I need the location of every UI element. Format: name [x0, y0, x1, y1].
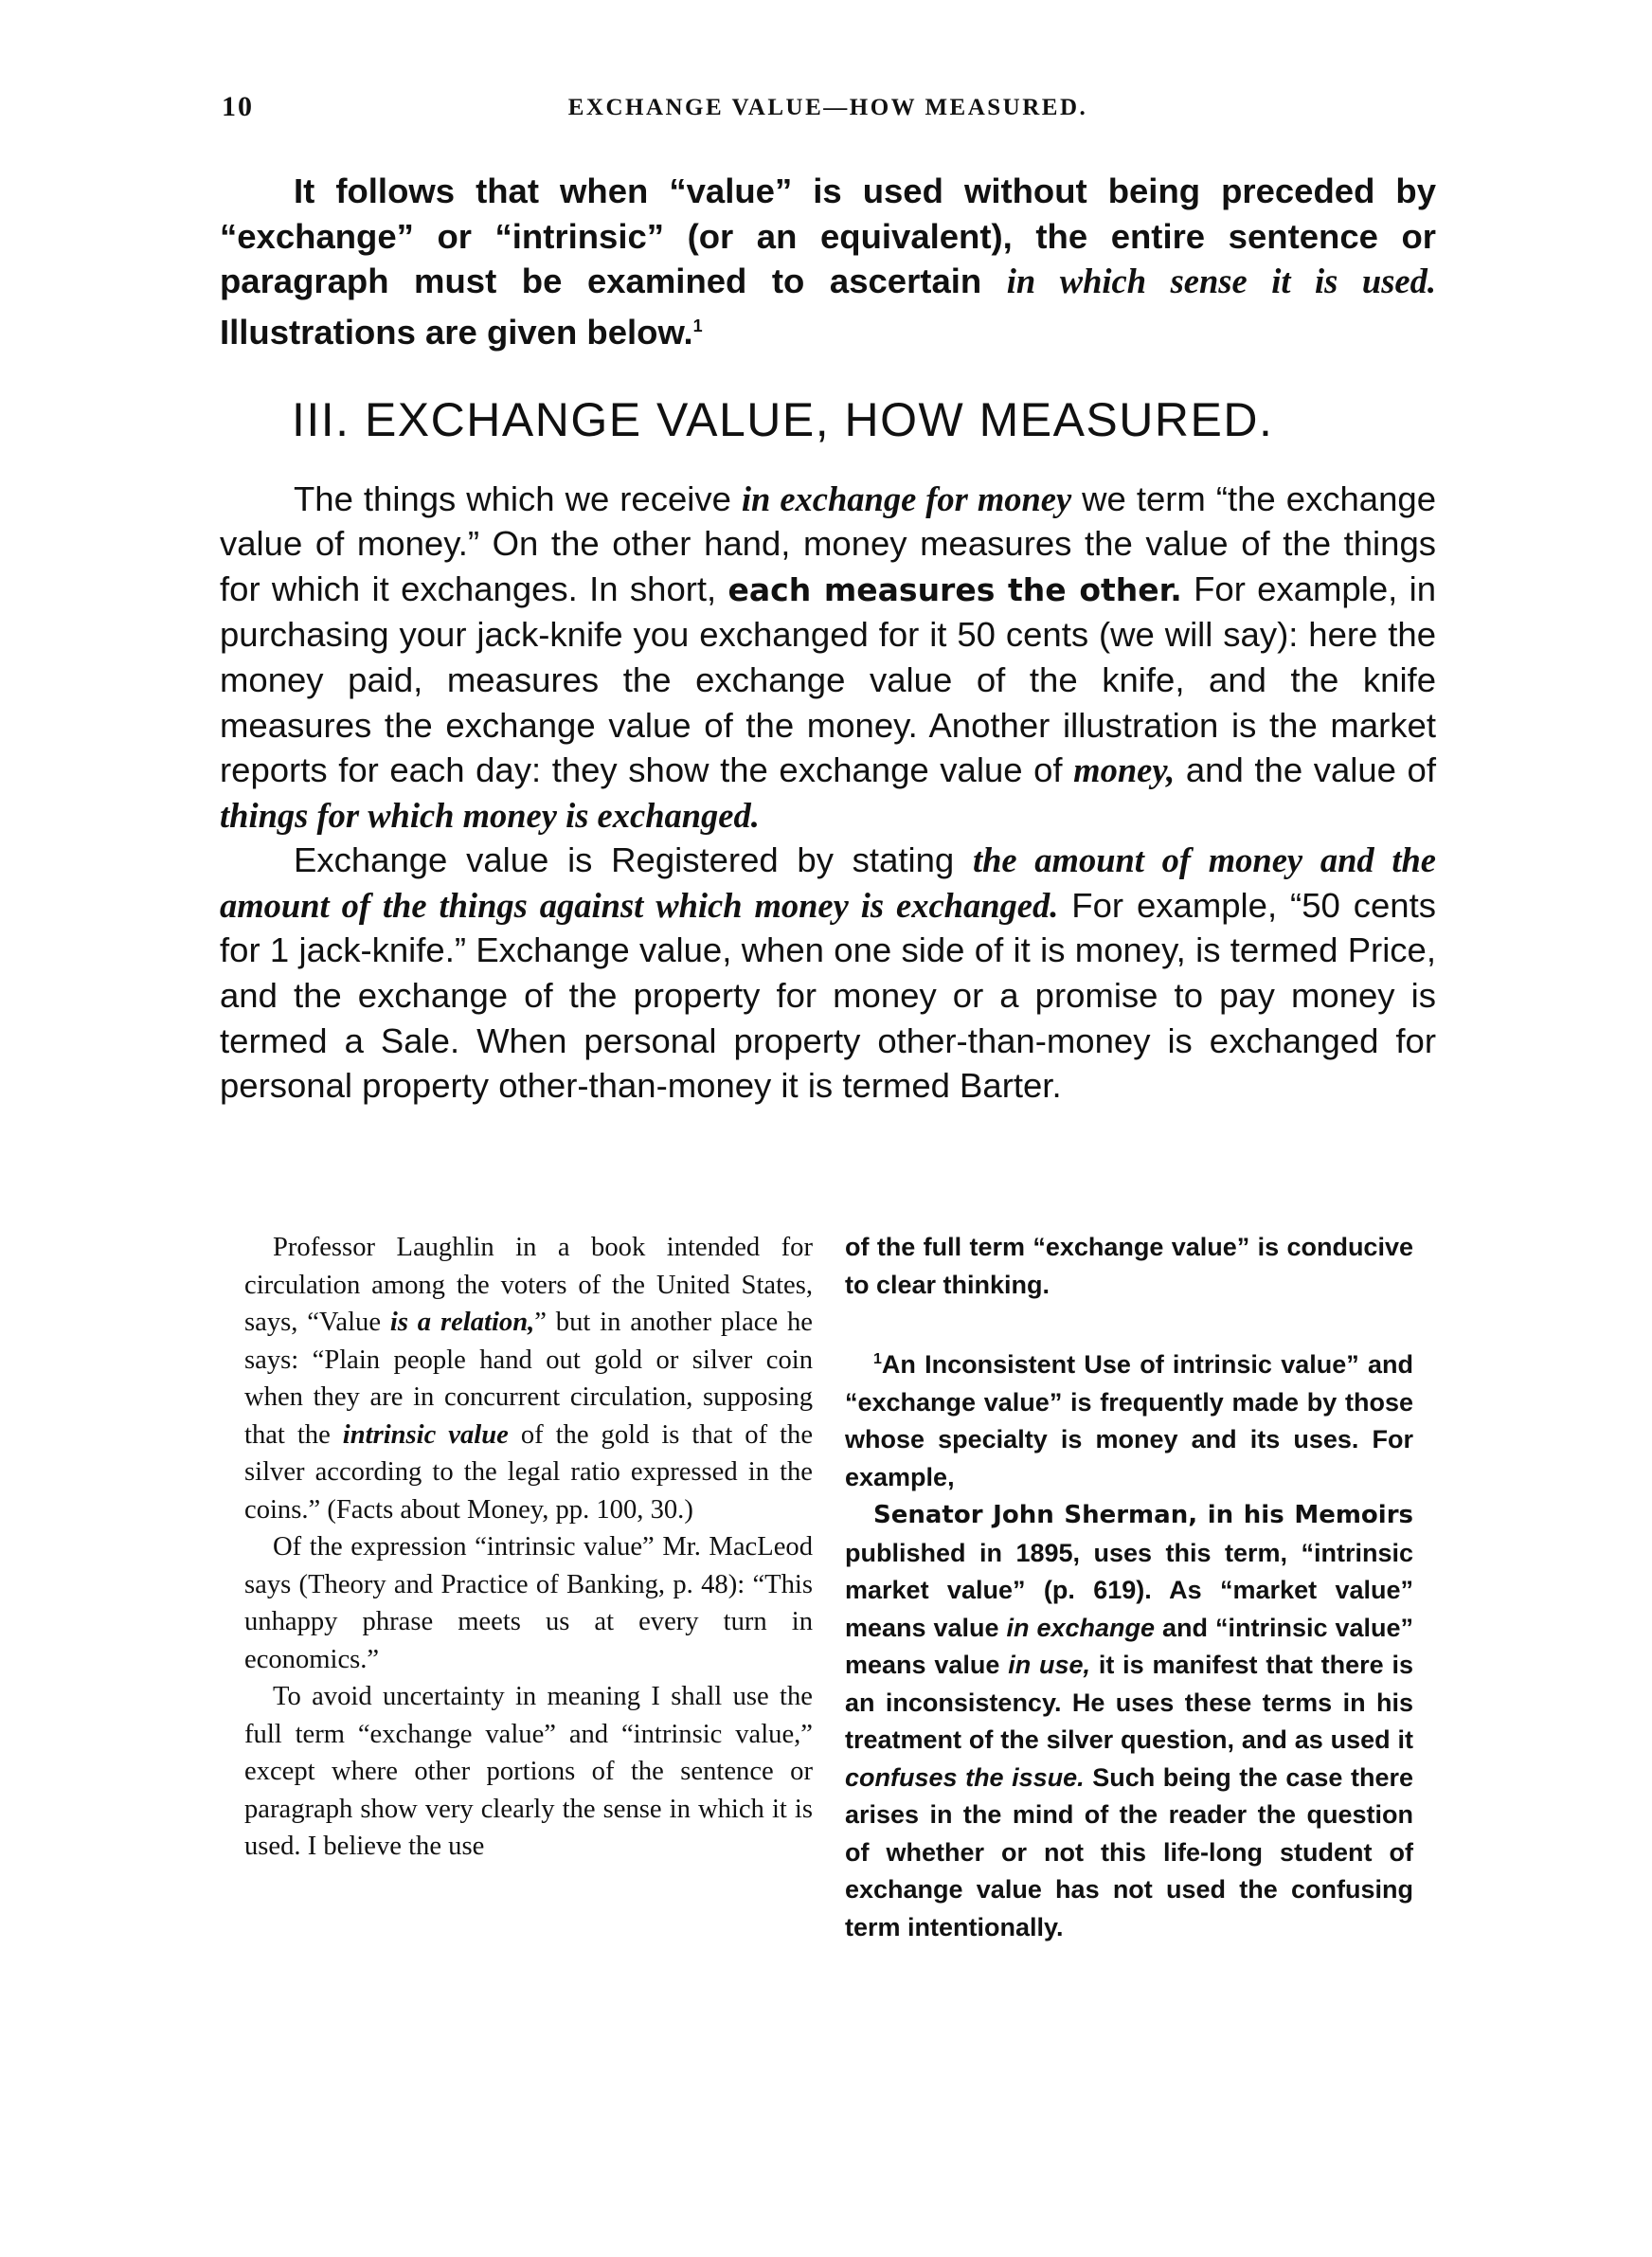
sherman-emphasis-3: confuses the issue.: [845, 1762, 1085, 1792]
exchange-paragraph-1: [220, 477, 1436, 839]
exchange-paragraph-2: [220, 838, 1436, 1109]
inconsistent-use-text: An Inconsistent Use of intrinsic value” and “exchange value” is frequently made by those whose specialty is money and its uses. For example,: [845, 1350, 1413, 1491]
footnote-marker: 1: [692, 316, 703, 335]
footnotes: [244, 1229, 1436, 2082]
footnote-continuation: of the full term “exchange value” is conducive to clear thinking.: [845, 1233, 1413, 1299]
main-text: [220, 169, 1436, 1109]
para2-emphasis: the amount of money and the amount of the things against which money is exchanged.: [220, 840, 1436, 925]
sherman-strong: Senator John Sherman, in his Memoirs: [873, 1501, 1413, 1529]
sherman-text-4: Such being the case there arises in the mind of the reader the question of whether or not this life-long student of exchange value has not used the confusing term intentionally.: [845, 1762, 1413, 1941]
footnote-laughlin: [244, 1229, 813, 1528]
para1-text-2: we term “the exchange value of money.” On the other hand, money measures the value of the things for which it exchanges. In short,: [220, 478, 1437, 608]
para1-emphasis-1: in exchange for money: [741, 478, 1072, 518]
section-title: III. EXCHANGE VALUE, HOW MEASURED.: [292, 392, 1274, 446]
laughlin-emphasis-1: is a relation,: [389, 1308, 535, 1337]
footnote-inconsistent-use: [845, 1341, 1413, 1496]
laughlin-text-1: Professor Laughlin in a book intended for circulation among the voters of the United States, says, “Value: [244, 1233, 813, 1337]
para1-text-4: and the value of: [1175, 750, 1436, 790]
intro-text: It follows that when “value” is used without being preceded by “exchange” or “intrinsic” (or an equivalent), the entire sentence or paragraph must be examined to ascertain: [220, 172, 1436, 301]
intro-emphasis: in which sense it is used.: [1006, 262, 1437, 301]
intro-paragraph: [220, 169, 1436, 355]
intro-text-2: Illustrations are given below.: [220, 312, 693, 352]
sherman-text-1: published in 1895, uses this term, “intrinsic market value” (p. 619). As “market value” means value: [845, 1538, 1413, 1642]
footnote-marker-2: 1: [873, 1351, 882, 1367]
para2-text-2: For example, “50 cents for 1 jack-knife.” Exchange value, when one side of it is money, is termed Price, and the exchange of the property for money or a promise to pay money is termed a Sale. When personal property other-than-money is exchanged for personal property other-than-money it is termed Barter.: [220, 885, 1436, 1106]
para1-emphasis-2: money,: [1073, 750, 1176, 790]
footnote-macleod: Of the expression “intrinsic value” Mr. MacLeod says (Theory and Practice of Banking, p. 48): “This unhappy phrase meets us at every turn in economics.”: [244, 1532, 813, 1674]
para1-text-3: For example, in purchasing your jack-knife you exchanged for it 50 cents (we will say): here the money paid, measures the exchange value of the knife, and the knife measures the exchange value of the money. Another illustration is the market reports for each day: they show the exchange value of: [220, 569, 1437, 790]
running-head: EXCHANGE VALUE—HOW MEASURED.: [567, 95, 1088, 120]
sherman-emphasis-2: in use,: [1008, 1651, 1091, 1679]
footnote-sherman: [845, 1496, 1413, 1946]
laughlin-emphasis-2: intrinsic value: [342, 1419, 509, 1450]
page-number: 10: [222, 91, 254, 122]
para1-strong: each measures the other.: [727, 570, 1182, 608]
sherman-text-3: it is manifest that there is an inconsistency. He uses these terms in his treatment of the silver question, and as used it: [845, 1651, 1414, 1754]
footnote-avoid-uncertainty: To avoid uncertainty in meaning I shall use the full term “exchange value” and “intrinsic value,” except where other portions of the sentence or paragraph show very clearly the sense in which it is used. I believe the use: [244, 1682, 813, 1861]
footnote-column-left: [244, 1229, 813, 1866]
para2-text-1: Exchange value is Registered by stating: [294, 840, 973, 880]
para1-text-1: The things which we receive: [294, 478, 742, 518]
laughlin-text-2: ” but in another place he says: “Plain people hand out gold or silver coin when they are in concurrent circulation, supposing that the: [244, 1308, 813, 1450]
footnote-column-right: [845, 1229, 1413, 1946]
para1-emphasis-3: things for which money is exchanged.: [220, 795, 760, 835]
page-header: [222, 91, 1434, 129]
sherman-text-2: and “intrinsic value” means value: [845, 1613, 1413, 1679]
laughlin-text-3: of the gold is that of the silver according to the legal ratio expressed in the coins.” (Facts about Money, pp. 100, 30.): [244, 1419, 814, 1525]
sherman-emphasis-1: in exchange: [1006, 1613, 1156, 1642]
